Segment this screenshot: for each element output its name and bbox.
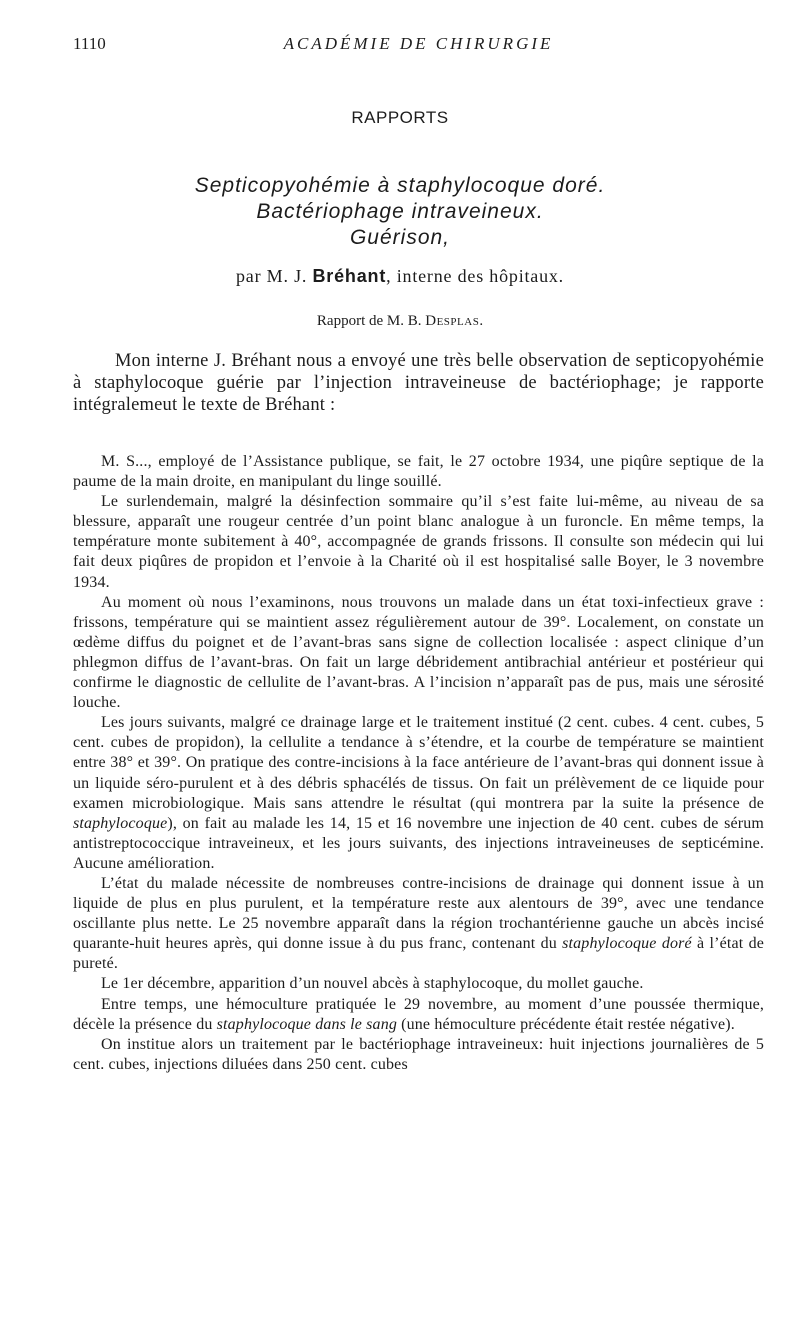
page-number: 1110 <box>73 34 106 53</box>
byline <box>0 266 800 287</box>
paragraph-4-italic: staphylocoque <box>73 814 168 832</box>
paragraph-6: Le 1er décembre, apparition d’un nouvel abcès à staphylocoque, du mollet gauche. <box>101 975 644 993</box>
byline-suffix: , interne des hôpitaux. <box>386 266 564 286</box>
paragraph-4-text-a: Les jours suivants, malgré ce drainage large et le traitement institué (2 cent. cubes. 4 cent. cubes, 5 cent. cubes de propidon), la cellulite a tendance à s’étendre, et la courbe de température se maintient entre 38° et 39°. On pratique des contre-incisions à la face antérieure de l’avant-bras qui donnent issue à un liquide séro-purulent et à des débris sphacélés de tissus. On fait un prélèvement de ce liquide pour examen microbiologique. Mais sans attendre le résultat (qui montrera par la suite la présence de <box>73 714 764 812</box>
paragraph-7-text-b: (une hémoculture précédente était restée négative). <box>397 1015 735 1033</box>
paragraph-5-text-a: L’état du malade nécessite de nombreuses contre-incisions de drainage qui donnent issue à un liquide de plus en plus purulent, et la température reste aux alentours de 39°, avec une tendance oscillante plus nette. Le 25 novembre apparaît dans la région trochantérienne gauche un abcès incisé quarante-huit heures après, qui donne issue à du pus franc, contenant du <box>73 874 764 953</box>
paragraph-5-text-b: à l’état de pureté. <box>73 935 764 973</box>
paragraph-7-text-a: Entre temps, une hémoculture pratiquée le 29 novembre, au moment d’une poussée thermique, décèle la présence du <box>73 995 764 1033</box>
journal-title: ACADÉMIE DE CHIRURGIE <box>283 34 554 53</box>
paragraph-5-italic: staphylocoque doré <box>562 935 692 953</box>
paragraph-4 <box>73 713 764 874</box>
section-title: RAPPORTS <box>351 108 449 127</box>
article-title-line-1: Septicopyohémie à staphylocoque doré. <box>194 174 606 197</box>
reporter-name: Desplas <box>425 313 480 329</box>
paragraph-7 <box>73 995 764 1035</box>
report-suffix: . <box>479 313 484 329</box>
running-head <box>73 34 764 56</box>
paragraph-5 <box>73 874 764 974</box>
paragraph-4-text-b: ), on fait au malade les 14, 15 et 16 novembre une injection de 40 cent. cubes de sérum antistreptococcique intraveineux, et les jours suivants, des injections intraveineuses de septicémine. Aucune amélioration. <box>73 814 764 872</box>
paragraph-1: M. S..., employé de l’Assistance publique, se fait, le 27 octobre 1934, une piqûre septique de la paume de la main droite, en manipulant du linge souillé. <box>73 453 764 491</box>
paragraph-7-italic: staphylocoque dans le sang <box>216 1015 397 1033</box>
observation-text <box>73 452 764 1075</box>
paragraph-2: Le surlendemain, malgré la désinfection sommaire qu’il s’est faite lui-même, au niveau de sa blessure, apparaît une rougeur centrée d’un point blanc analogue à un furoncle. En même temps, la température monte subitement à 40°, accompagnée de grands frissons. Il consulte son médecin qui lui fait deux piqûres de propidon et l’envoie à la Charité où il est hospitalisé salle Boyer, le 3 novembre 1934. <box>73 493 764 591</box>
byline-prefix: par M. J. <box>236 266 313 286</box>
report-attribution <box>0 313 800 330</box>
intro-paragraph: Mon interne J. Bréhant nous a envoyé une très belle observation de septicopyohémie à staphylocoque guérie par l’injection intraveineuse de bactériophage; je rapporte intégralemeut le texte de Bréhant : <box>73 351 764 415</box>
report-prefix: Rapport de M. B. <box>316 313 426 329</box>
article-title-line-2: Bactériophage intraveineux. <box>256 200 544 223</box>
author-name: Bréhant <box>312 266 387 286</box>
paragraph-8: On institue alors un traitement par le bactériophage intraveineux: huit injections journalières de 5 cent. cubes, injections diluées dans 250 cent. cubes <box>73 1035 764 1073</box>
article-title-line-3: Guérison, <box>349 226 451 249</box>
article-title <box>0 173 800 251</box>
paragraph-3: Au moment où nous l’examinons, nous trouvons un malade dans un état toxi-infectieux grave : frissons, température qui se maintient assez régulièrement autour de 39°. Localement, on constate un œdème diffus du poignet et de l’avant-bras sans signe de collection localisée : aspect clinique d’un phlegmon diffus de l’avant-bras. On fait un large débridement antibrachial antérieur et postérieur qui confirme le diagnostic de cellulite de l’avant-bras. A l’incision n’apparaît pas de pus, mais une sérosité louche. <box>73 593 764 712</box>
